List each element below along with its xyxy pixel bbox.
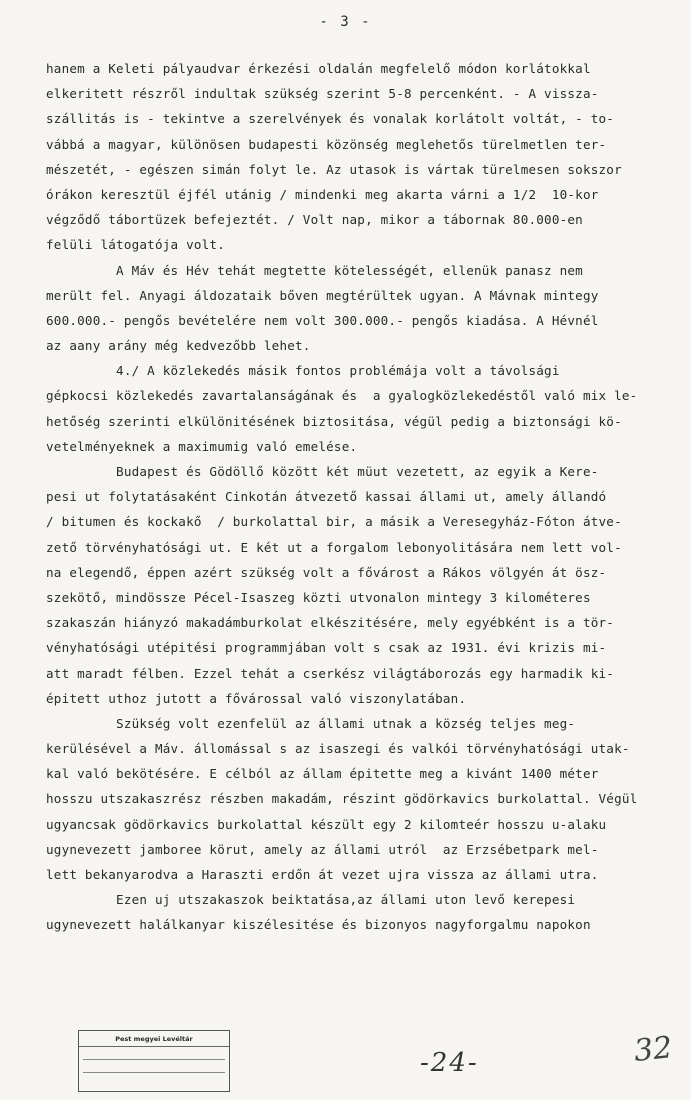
text-line: elkeritett részről indultak szükség szerint 5-8 percenként. - A vissza- <box>46 86 599 102</box>
text-line: szakaszán hiányzó makadámburkolat elkészitésére, mely egyébként is a tör- <box>46 615 615 631</box>
text-line: hanem a Keleti pályaudvar érkezési oldalán megfelelő módon korlátokkal <box>46 61 591 76</box>
text-line: ugyancsak gödörkavics burkolattal készült egy 2 kilomteér hosszu u-alaku <box>46 816 607 832</box>
text-line: órákon keresztül éjfél utánig / mindenki meg akarta várni a 1/2 10-kor <box>46 186 599 202</box>
text-line: vetelményeknek a maximumig való emelése. <box>46 438 358 454</box>
text-line: vényhatósági utépitési programmjában volt s csak az 1931. évi krizis mi- <box>46 640 607 656</box>
text-line: 600.000.- pengős bevételére nem volt 300.000.- pengős kiadása. A Hévnél <box>46 312 599 328</box>
text-line: merült fel. Anyagi áldozataik bőven megtérültek ugyan. A Mávnak mintegy <box>46 287 599 303</box>
archive-stamp-header: Pest megyei Levéltár <box>79 1031 229 1047</box>
text-line: vábbá a magyar, különösen budapesti közönség meglehetős türelmetlen ter- <box>46 136 607 152</box>
text-line: felüli látogatója volt. <box>46 237 225 253</box>
text-line: / bitumen és kockakő / burkolattal bir, a másik a Veresegyház-Fóton átve- <box>46 514 622 530</box>
text-line: A Máv és Hév tehát megtette kötelességét, ellenük panasz nem <box>46 262 583 278</box>
page-number: - 3 - <box>319 14 372 30</box>
text-line: Ezen uj utszakaszok beiktatása,az állami uton levő kerepesi <box>46 892 576 908</box>
text-line: 4./ A közlekedés másik fontos problémája volt a távolsági <box>46 363 560 379</box>
text-line: Budapest és Gödöllő között két müut vezetett, az egyik a Kere- <box>46 464 599 479</box>
text-line: kerülésével a Máv. állomással s az isaszegi és valkói törvényhatósági utak- <box>46 741 630 757</box>
text-line: végződő tábortüzek befejeztét. / Volt nap, mikor a tábornak 80.000-en <box>46 212 583 228</box>
body-text <box>46 56 646 938</box>
text-line: na elegendő, éppen azért szükség volt a fővárost a Rákos völgyén át ösz- <box>46 564 607 580</box>
text-line: az aany arány még kedvezőbb lehet. <box>46 338 311 354</box>
text-line: lett bekanyarodva a Haraszti erdőn át vezet ujra vissza az állami utra. <box>46 867 599 882</box>
text-line: hosszu utszakaszrész részben makadám, részint gödörkavics burkolattal. Végül <box>46 791 638 807</box>
text-line: szállitás is - tekintve a szerelvények és vonalak korlátolt voltát, - to- <box>46 111 615 127</box>
text-line: pesi ut folytatásaként Cinkotán átvezető kassai állami ut, amely állandó <box>46 489 607 505</box>
text-line: hetőség szerinti elkülönitésének biztositása, végül pedig a biztonsági kö- <box>46 413 622 429</box>
stamp-row <box>83 1060 225 1073</box>
handwritten-sheet-number: 32 <box>632 1030 674 1069</box>
handwritten-page-number: -24- <box>420 1048 479 1078</box>
archive-stamp <box>78 1030 230 1092</box>
text-line: ugynevezett jamboree körut, amely az állami utról az Erzsébetpark mel- <box>46 841 599 857</box>
stamp-row <box>83 1047 225 1060</box>
text-line: szekötő, mindössze Pécel-Isaszeg közti utvonalon mintegy 3 kilométeres <box>46 589 591 605</box>
text-line: zető törvényhatósági ut. E két ut a forgalom lebonyolitására nem lett vol- <box>46 539 622 555</box>
text-line: ugynevezett halálkanyar kiszélesitése és bizonyos nagyforgalmu napokon <box>46 917 591 933</box>
text-line: Szükség volt ezenfelül az állami utnak a község teljes meg- <box>46 715 576 731</box>
stamp-row <box>83 1073 225 1085</box>
text-line: mészetét, - egészen simán folyt le. Az utasok is vártak türelmesen sokszor <box>46 161 622 177</box>
text-line: gépkocsi közlekedés zavartalanságának és a gyalogközlekedéstől való mix le- <box>46 388 638 404</box>
text-line: kal való bekötésére. E célból az állam épitette meg a kivánt 1400 méter <box>46 766 599 782</box>
text-line: att maradt félben. Ezzel tehát a cserkész világtáborozás egy harmadik ki- <box>46 665 615 681</box>
text-line: épitett uthoz jutott a fővárossal való viszonylatában. <box>46 690 467 706</box>
